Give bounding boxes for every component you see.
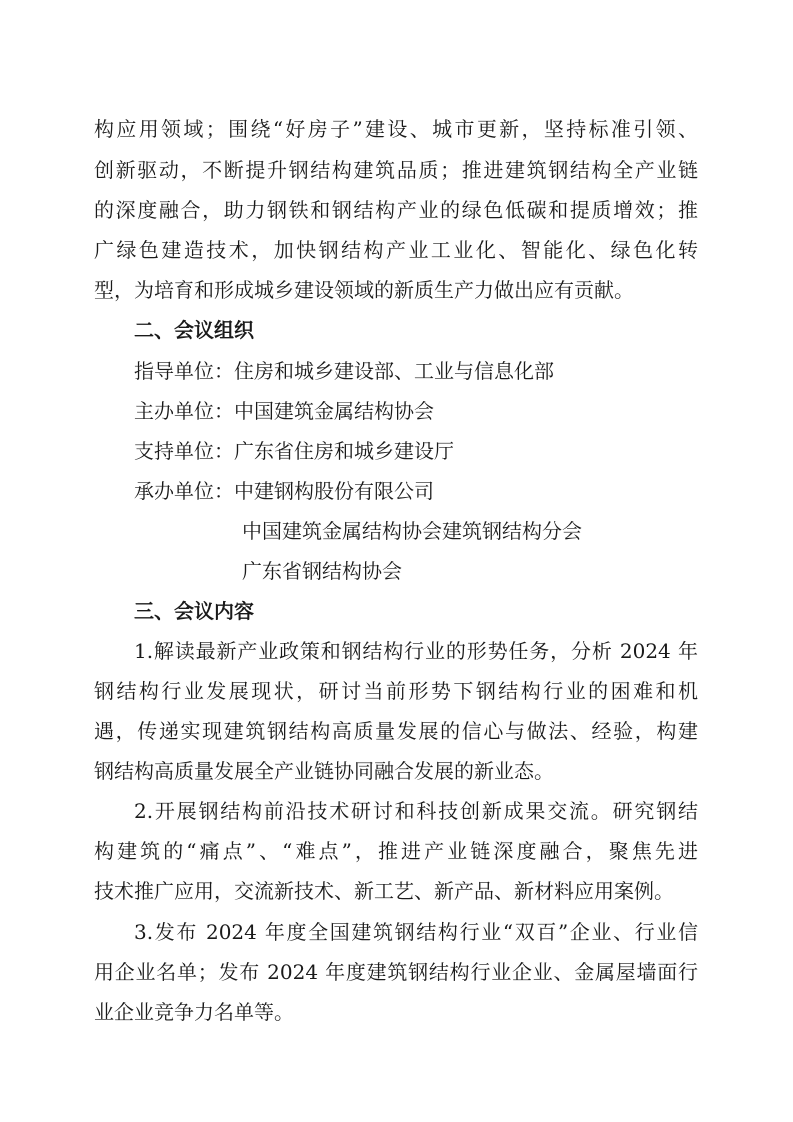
section-heading-organization: 二、会议组织 <box>134 318 254 342</box>
item3-line-1: 3.发布 2024 年度全国建筑钢结构行业“双百”企业、行业信 <box>134 920 698 944</box>
organizer-unit: 承办单位：中建钢构股份有限公司 <box>134 479 434 503</box>
item1-line-2: 钢结构行业发展现状，研讨当前形势下钢结构行业的困难和机 <box>94 679 698 703</box>
intro-line-1: 构应用领域；围绕“好房子”建设、城市更新，坚持标准引领、 <box>94 117 698 141</box>
intro-line-4: 广绿色建造技术，加快钢结构产业工业化、智能化、绿色化转 <box>94 238 698 262</box>
host-unit: 主办单位：中国建筑金属结构协会 <box>134 399 434 423</box>
organizer-unit-3: 广东省钢结构协会 <box>242 559 402 583</box>
item3-line-3: 业企业竞争力名单等。 <box>94 1000 294 1024</box>
item2-line-2: 构建筑的“痛点”、“难点”，推进产业链深度融合，聚焦先进 <box>94 839 698 863</box>
support-unit: 支持单位：广东省住房和城乡建设厅 <box>134 439 454 463</box>
item2-line-1: 2.开展钢结构前沿技术研讨和科技创新成果交流。研究钢结 <box>134 799 698 823</box>
intro-line-3: 的深度融合，助力钢铁和钢结构产业的绿色低碳和提质增效；推 <box>94 198 698 222</box>
item2-line-3: 技术推广应用，交流新技术、新工艺、新产品、新材料应用案例。 <box>94 879 674 903</box>
intro-line-2: 创新驱动，不断提升钢结构建筑品质；推进建筑钢结构全产业链 <box>94 158 698 182</box>
item1-line-1: 1.解读最新产业政策和钢结构行业的形势任务，分析 2024 年 <box>134 639 698 663</box>
section-heading-content: 三、会议内容 <box>134 599 254 623</box>
guide-unit: 指导单位：住房和城乡建设部、工业与信息化部 <box>134 359 554 383</box>
organizer-unit-2: 中国建筑金属结构协会建筑钢结构分会 <box>242 519 582 543</box>
item1-line-3: 遇，传递实现建筑钢结构高质量发展的信心与做法、经验，构建 <box>94 719 698 743</box>
item1-line-4: 钢结构高质量发展全产业链协同融合发展的新业态。 <box>94 759 554 783</box>
intro-line-5: 型，为培育和形成城乡建设领域的新质生产力做出应有贡献。 <box>94 278 634 302</box>
item3-line-2: 用企业名单；发布 2024 年度建筑钢结构行业企业、金属屋墙面行 <box>94 960 698 984</box>
